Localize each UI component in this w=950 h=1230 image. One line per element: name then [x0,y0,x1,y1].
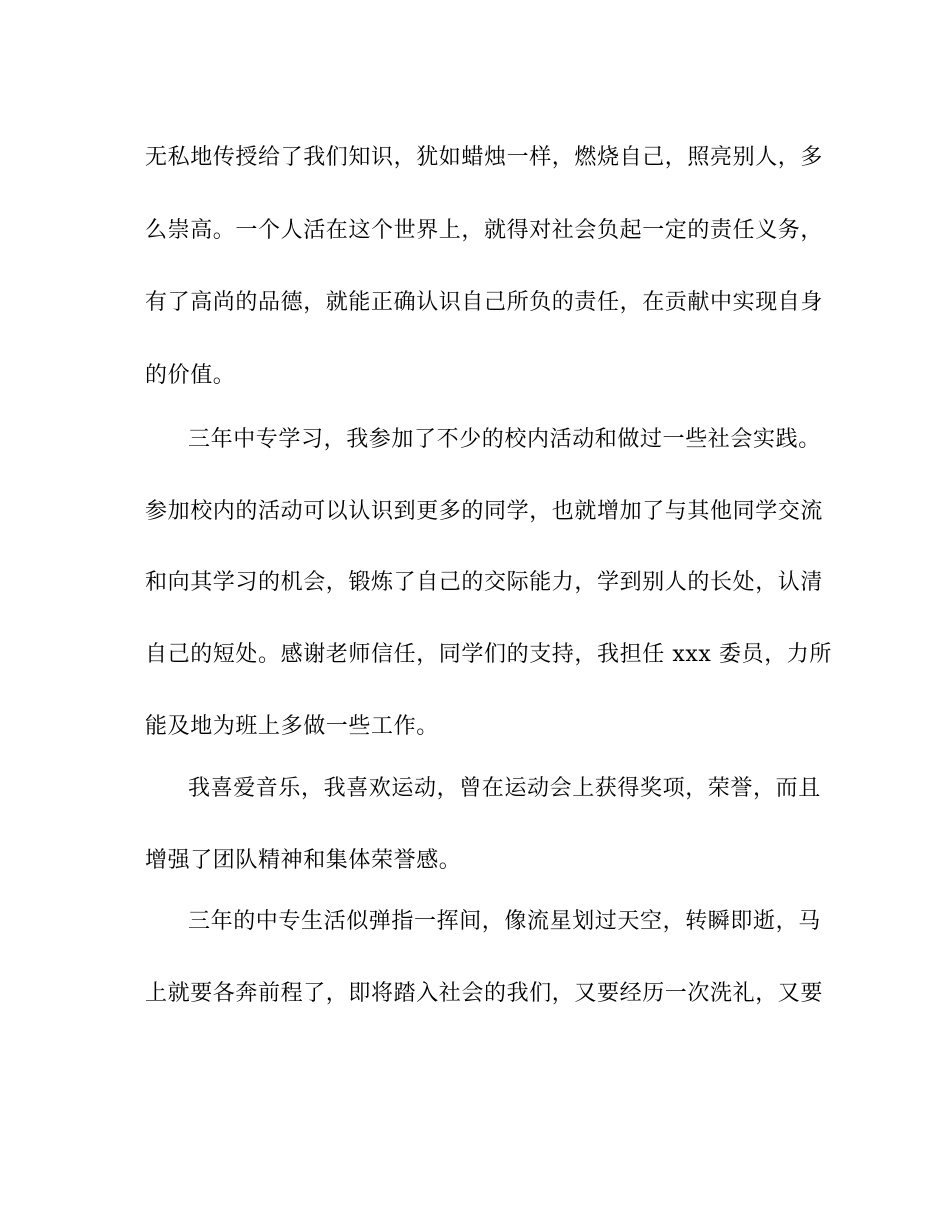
text-line: 参加校内的活动可以认识到更多的同学，也就增加了与其他同学交流 [145,499,824,524]
paragraph-first-line: 三年中专学习，我参加了不少的校内活动和做过一些社会实践。 [188,427,821,452]
text-line: 能及地为班上多做一些工作。 [145,714,439,739]
paragraph-first-line: 三年的中专生活似弹指一挥间，像流星划过天空，转瞬即逝，马 [188,909,821,934]
text-line: 么崇高。一个人活在这个世界上，就得对社会负起一定的责任义务， [145,218,824,243]
text-line: 增强了团队精神和集体荣誉感。 [145,848,462,873]
paragraph-first-line: 我喜爱音乐，我喜欢运动，曾在运动会上获得奖项，荣誉，而且 [188,776,821,801]
text-line: 无私地传授给了我们知识，犹如蜡烛一样，燃烧自己，照亮别人，多 [145,145,824,170]
text-line: 自己的短处。感谢老师信任，同学们的支持，我担任 xxx 委员，力所 [145,642,833,667]
text-line: 和向其学习的机会，锻炼了自己的交际能力，学到别人的长处，认清 [145,570,824,595]
text-line: 的价值。 [145,363,236,388]
text-line: 上就要各奔前程了，即将踏入社会的我们，又要经历一次洗礼，又要 [145,981,824,1006]
text-line: 有了高尚的品德，就能正确认识自己所负的责任，在贡献中实现自身 [145,290,824,315]
